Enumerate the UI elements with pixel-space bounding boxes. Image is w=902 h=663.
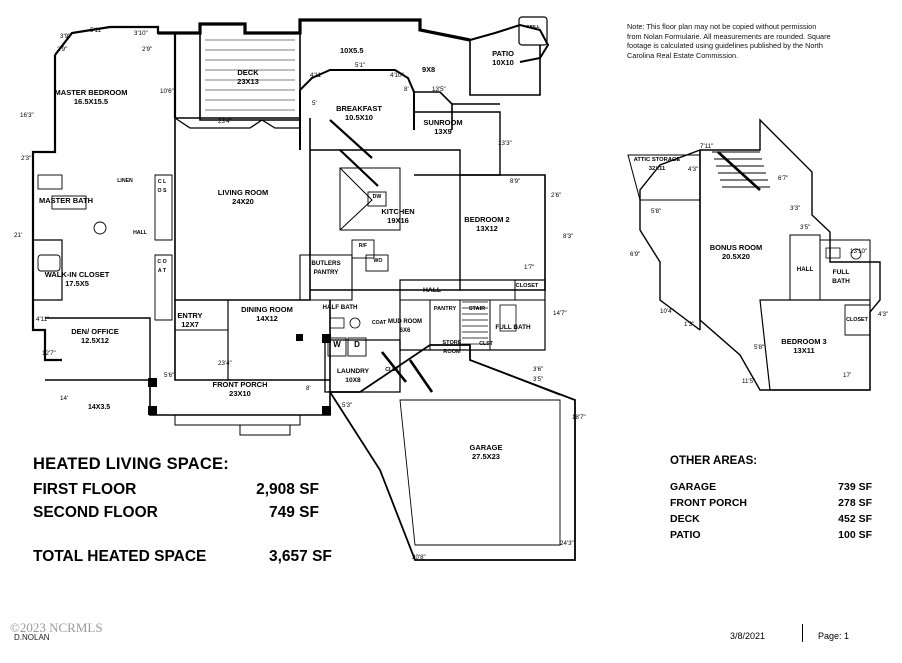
sf-dim-7: 6'9" [630,251,641,258]
room-master-bath: MASTER BATH [38,196,94,205]
dim-36: 20'8" [412,554,426,561]
label-grill: GRILL [526,24,540,29]
dim-18: 10X5.5 [340,46,364,55]
room-bedroom-3: BEDROOM 3 13X11 [781,337,827,355]
room-master-bedroom: MASTER BEDROOM 16.5X15.5 [54,88,128,106]
sf-dim-9: 10'4" [660,308,674,315]
other-areas-block [670,455,872,543]
label-dryer: D [354,340,360,349]
dim-1: 3'9" [60,33,71,40]
dim-4: 2'9" [57,46,68,53]
dim-11: 14' [60,395,69,402]
dim-29: 8'3" [563,233,574,240]
summary-row-total [33,548,373,566]
room-pantry: PANTRY [433,306,457,312]
label-washer: W [333,340,341,349]
other-areas-row-patio [670,527,872,543]
dim-6: 16'3" [20,112,34,119]
other-areas-row-front-porch [670,495,872,511]
sf-dim-6: 3'5" [800,224,811,231]
room-full-bath: FULL BATH [495,324,531,331]
sf-dim-5: 5'8" [651,208,662,215]
dim-35: 18'7" [572,414,586,421]
sf-dim-13: 11'5" [742,378,756,385]
dim-7: 2'3" [21,155,32,162]
label-dishwasher: DW [372,194,382,200]
label-linen: LINEN [117,178,133,184]
room-den-office: DEN/ OFFICE 12.5X12 [71,327,119,345]
dim-17: 8' [306,385,311,392]
room-half-bath: HALF BATH [322,304,358,311]
room-bonus-room: BONUS ROOM 20.5X20 [709,243,763,261]
dim-28: 2'6" [551,192,562,199]
label-refrigerator: R/F [358,243,368,249]
dim-12: 14X3.5 [88,404,111,411]
room-sunroom: SUNROOM 13X9 [423,118,463,136]
label-closet-2: CLST [385,367,399,373]
room-breakfast: BREAKFAST 10.5X10 [336,104,382,122]
dim-24: 13'5" [432,86,446,93]
sf-dim-8: 13'10" [850,248,868,255]
other-areas-value: 278 SF [838,497,872,509]
dim-15: 23'4" [218,118,232,125]
dim-25: 5' [312,100,317,107]
room-walk-in-closet: WALK-IN CLOSET 17.5X5 [44,270,110,288]
sf-dim-10: 1'3" [684,321,695,328]
sf-dim-1: 7'11" [700,143,714,150]
dim-30: 1'7" [524,264,535,271]
room-mud-room: MUD ROOM 6X6 [388,319,422,334]
dim-14: 23'4" [218,360,232,367]
room-stair: STAIR [468,306,486,312]
dim-20: 4'11" [310,72,324,79]
label-closet-1: C L O S [157,179,167,194]
sf-dim-12: 4'3" [878,311,889,318]
dim-9: 4'11" [36,316,50,323]
dim-21: 4'10" [390,72,404,79]
sf-dim-2: 6'7" [778,175,789,182]
room-bedroom-2: BEDROOM 2 13X12 [464,215,510,233]
other-areas-value: 739 SF [838,481,872,493]
other-areas-value: 452 SF [838,513,872,525]
watermark-mls: ©2023 NCRMLS [10,620,103,635]
room-laundry: LAUNDRY 10X8 [337,368,369,384]
footer-page: Page: 1 [818,631,850,641]
room-garage: GARAGE 27.5X23 [469,443,503,461]
summary-row-first-floor [33,481,373,499]
room-closet: CLOSET [515,283,539,289]
room-front-porch: FRONT PORCH 23X10 [212,380,268,398]
footer-date: 3/8/2021 [730,631,766,641]
dim-23: 8' [404,86,409,93]
other-areas-value: 100 SF [838,529,872,541]
summary-row-second-floor [33,504,373,522]
dim-37: 24'3" [560,540,574,547]
footer-divider [802,624,803,642]
summary-title: HEATED LIVING SPACE: [33,455,229,473]
label-coat-1: C O A T [157,259,167,274]
summary-total-label: TOTAL HEATED SPACE [33,548,207,565]
other-areas-label: FRONT PORCH [670,497,747,509]
watermark-author: D.NOLAN [14,633,50,642]
other-areas-label: PATIO [670,529,701,541]
room-kitchen: KITCHEN 19X16 [381,207,415,225]
room-full-bath-2: FULL BATH [832,269,850,285]
room-closet-2nd: CLOSET [846,317,868,323]
copyright-note: Note: This floor plan may not be copied without permission from Nolan Formularie. All measurements are rounded. Square footage is calculated using guidelines published by the North Carolina Real Estate Commission. [627,22,831,60]
dim-13: 5'6" [164,372,175,379]
room-entry: ENTRY 12X7 [177,311,203,329]
dim-2: 5'11" [90,27,104,34]
room-dining-room: DINING ROOM 14X12 [241,305,293,323]
label-wall-oven: WO [373,258,383,264]
heated-living-space-summary [33,455,373,566]
room-store-room: STORE ROOM [442,340,462,355]
dim-33: 3'5" [533,376,544,383]
sf-dim-11: 5'8" [754,344,765,351]
room-patio: PATIO 10X10 [492,49,514,67]
sf-dim-3: 4'3" [688,166,699,173]
room-hall: HALL [422,287,442,294]
dim-27: 8'9" [510,178,521,185]
dim-22: 9X8 [422,65,436,74]
dim-31: 14'7" [553,310,567,317]
sf-dim-14: 17' [843,372,852,379]
dim-5: 2'9" [142,46,153,53]
other-areas-title: OTHER AREAS: [670,455,758,467]
summary-row-label: SECOND FLOOR [33,504,158,521]
dim-10: 12'7" [42,350,56,357]
dim-16: 10'6" [160,88,174,95]
dim-26: 13'3" [498,140,512,147]
other-areas-row-garage [670,479,872,495]
summary-total-value: 3,657 SF [269,548,332,565]
label-coat-2: COAT [371,320,387,326]
room-attic-storage: ATTIC STORAGE 32X11 [633,157,681,172]
dim-32: 3'6" [533,366,544,373]
room-hall-2: HALL [796,266,814,273]
dim-34: 5'3" [342,402,353,409]
room-living-room: LIVING ROOM 24X20 [217,188,269,206]
summary-row-value: 2,908 SF [256,481,319,498]
other-areas-label: DECK [670,513,700,525]
label-closet-3: CLST [479,341,493,347]
room-deck: DECK 23X13 [237,68,259,86]
other-areas-label: GARAGE [670,481,717,493]
room-butlers-pantry: BUTLERS PANTRY [311,260,341,276]
summary-row-value: 749 SF [269,504,319,521]
dim-3: 3'10" [134,30,148,37]
summary-row-label: FIRST FLOOR [33,481,137,498]
other-areas-row-deck [670,511,872,527]
dim-8: 21' [14,232,23,239]
dim-19: 5'1" [355,62,366,69]
sf-dim-4: 3'3" [790,205,801,212]
label-hall: HALL [133,230,147,236]
